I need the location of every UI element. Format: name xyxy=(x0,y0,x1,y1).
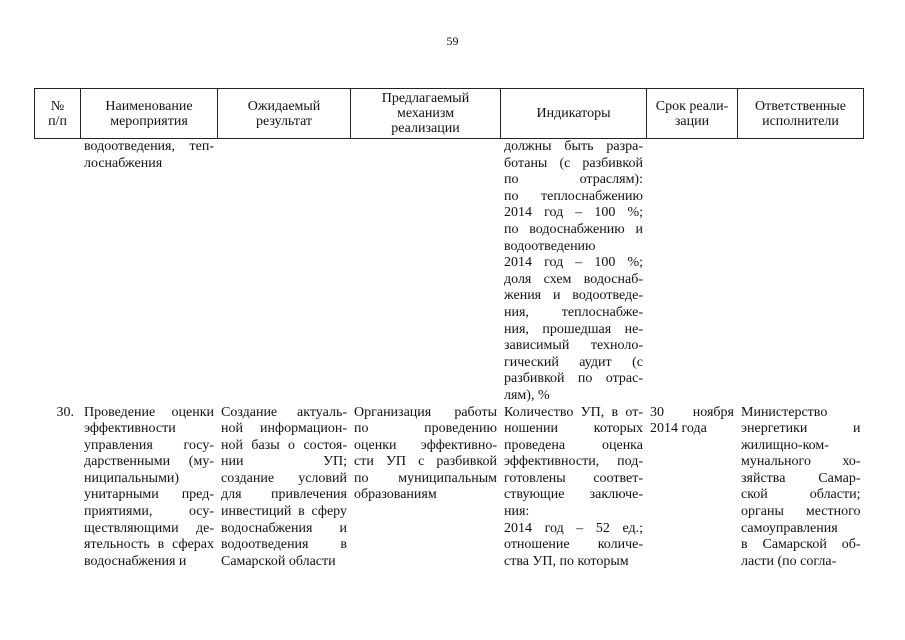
cell-text-line: водоснабжения и xyxy=(84,553,187,569)
table-row-continuation xyxy=(35,139,864,405)
cell-text-line: образованиям xyxy=(354,487,437,503)
cell-number: 30. xyxy=(56,404,74,420)
cell-text-line: водоотведению xyxy=(504,238,596,254)
cell-text-line: зависимый техноло- xyxy=(504,338,643,354)
cell-text-line: водоснабжения и xyxy=(221,520,347,536)
page-number: 59 xyxy=(446,34,459,48)
header-text: Наименование мероприятия xyxy=(105,98,193,129)
cell-text-line: управления госу- xyxy=(84,437,214,453)
cell-text-line: Проведение оценки xyxy=(84,404,214,420)
cell-text-line: дарственными (му- xyxy=(84,454,214,470)
cell-responsible xyxy=(738,139,864,405)
cell-text-line: Министерство xyxy=(741,404,828,420)
header-text: Индикаторы xyxy=(536,106,611,121)
cell-text-line: доля схем водоснаб- xyxy=(504,271,643,287)
header-text: Срок реали- зации xyxy=(655,98,729,129)
cell-text-line: сти УП с разбивкой xyxy=(354,454,497,470)
cell-text-line: лям), % xyxy=(504,387,550,403)
cell-measure-name xyxy=(81,405,218,571)
cell-text-line: ласти (по согла- xyxy=(741,553,837,569)
cell-text-line: жилищно-ком- xyxy=(741,437,829,453)
cell-text-line: лоснабжения xyxy=(84,155,163,171)
cell-text-line: создание условий xyxy=(221,470,347,486)
header-number xyxy=(35,89,81,139)
cell-text-line: эффективности xyxy=(84,421,176,437)
header-text: Предлагаемый механизм реализации xyxy=(381,91,470,136)
cell-text-line: готовлены соответ- xyxy=(504,470,643,486)
cell-text-line: ществляющими де- xyxy=(84,520,214,536)
cell-text-line: Самарской области xyxy=(221,553,336,569)
cell-text-line: разбивкой по отрас- xyxy=(504,371,643,387)
cell-text-line: ной информацион- xyxy=(221,421,347,437)
header-deadline xyxy=(647,89,738,139)
cell-text-line: ботаны (с разбивкой xyxy=(504,155,643,171)
header-measure-name xyxy=(81,89,218,139)
header-responsible xyxy=(738,89,864,139)
cell-text-line: ства УП, по которым xyxy=(504,553,629,569)
cell-expected-result xyxy=(218,139,351,405)
cell-text-line: нии УП; xyxy=(221,454,347,470)
cell-text-line: 2014 год – 52 ед.; xyxy=(504,520,643,536)
header-expected-result xyxy=(218,89,351,139)
cell-text-line: Организация работы xyxy=(354,404,497,420)
header-indicators xyxy=(501,89,647,139)
cell-text-line: Создание актуаль- xyxy=(221,404,347,420)
cell-responsible xyxy=(738,405,864,571)
cell-text-line: 2014 года xyxy=(650,421,707,437)
cell-text-line: мунального хо- xyxy=(741,454,861,470)
cell-deadline xyxy=(647,405,738,571)
cell-text-line: для привлечения xyxy=(221,487,347,503)
cell-text-line: энергетики и xyxy=(741,421,861,437)
cell-text-line: ния: xyxy=(504,504,530,520)
cell-text-line: ния, теплоснабже- xyxy=(504,304,643,320)
cell-text-line: 30 ноября xyxy=(650,404,734,420)
cell-text-line: проведена оценка xyxy=(504,437,643,453)
cell-text-line: гический аудит (с xyxy=(504,354,643,370)
cell-text-line: зяйства Самар- xyxy=(741,470,861,486)
table-header-row xyxy=(35,89,864,139)
cell-text-line: по теплоснабжению xyxy=(504,188,643,204)
cell-text-line: по отраслям): xyxy=(504,172,643,188)
header-text: Ожидаемый результат xyxy=(247,98,321,129)
cell-text-line: в Самарской об- xyxy=(741,537,861,553)
cell-text-line: органы местного xyxy=(741,504,861,520)
cell-text-line: инвестиций в сферу xyxy=(221,504,347,520)
cell-text-line: по проведению xyxy=(354,421,497,437)
cell-text-line: водоотведения, теп- xyxy=(84,139,214,154)
header-text: Ответственные исполнители xyxy=(755,98,846,129)
cell-text-line: ной базы о состоя- xyxy=(221,437,347,453)
cell-text-line: должны быть разра- xyxy=(504,139,643,154)
cell-text-line: ния, прошедшая не- xyxy=(504,321,643,337)
cell-text-line: самоуправления xyxy=(741,520,838,536)
cell-text-line: ниципальными) xyxy=(84,470,180,486)
table-row-30 xyxy=(35,405,864,571)
cell-text-line: по муниципальным xyxy=(354,470,497,486)
cell-text-line: унитарными пред- xyxy=(84,487,214,503)
cell-text-line: жения и водоотведе- xyxy=(504,288,643,304)
cell-text-line: приятиями, осу- xyxy=(84,504,214,520)
cell-text-line: оценки эффективно- xyxy=(354,437,497,453)
cell-text-line: 2014 год – 100 %; xyxy=(504,205,643,221)
cell-text-line: Количество УП, в от- xyxy=(504,404,643,420)
cell-text-line: ятельность в сферах xyxy=(84,537,214,553)
cell-text-line: ской области; xyxy=(741,487,861,503)
cell-text-line: эффективности, под- xyxy=(504,454,643,470)
cell-indicators xyxy=(501,139,647,405)
cell-text-line: по водоснабжению и xyxy=(504,221,643,237)
header-text: № п/п xyxy=(48,98,67,129)
cell-indicators xyxy=(501,405,647,571)
cell-text-line: отношение количе- xyxy=(504,537,643,553)
measures-table xyxy=(34,88,864,570)
cell-number xyxy=(35,139,81,405)
cell-text-line: 2014 год – 100 %; xyxy=(504,255,643,271)
header-mechanism xyxy=(351,89,501,139)
cell-expected-result xyxy=(218,405,351,571)
cell-mechanism xyxy=(351,139,501,405)
cell-measure-name xyxy=(81,139,218,405)
cell-mechanism xyxy=(351,405,501,571)
cell-text-line: водоотведения в xyxy=(221,537,347,553)
cell-text-line: ношении которых xyxy=(504,421,643,437)
cell-text-line: ствующие заключе- xyxy=(504,487,643,503)
cell-deadline xyxy=(647,139,738,405)
